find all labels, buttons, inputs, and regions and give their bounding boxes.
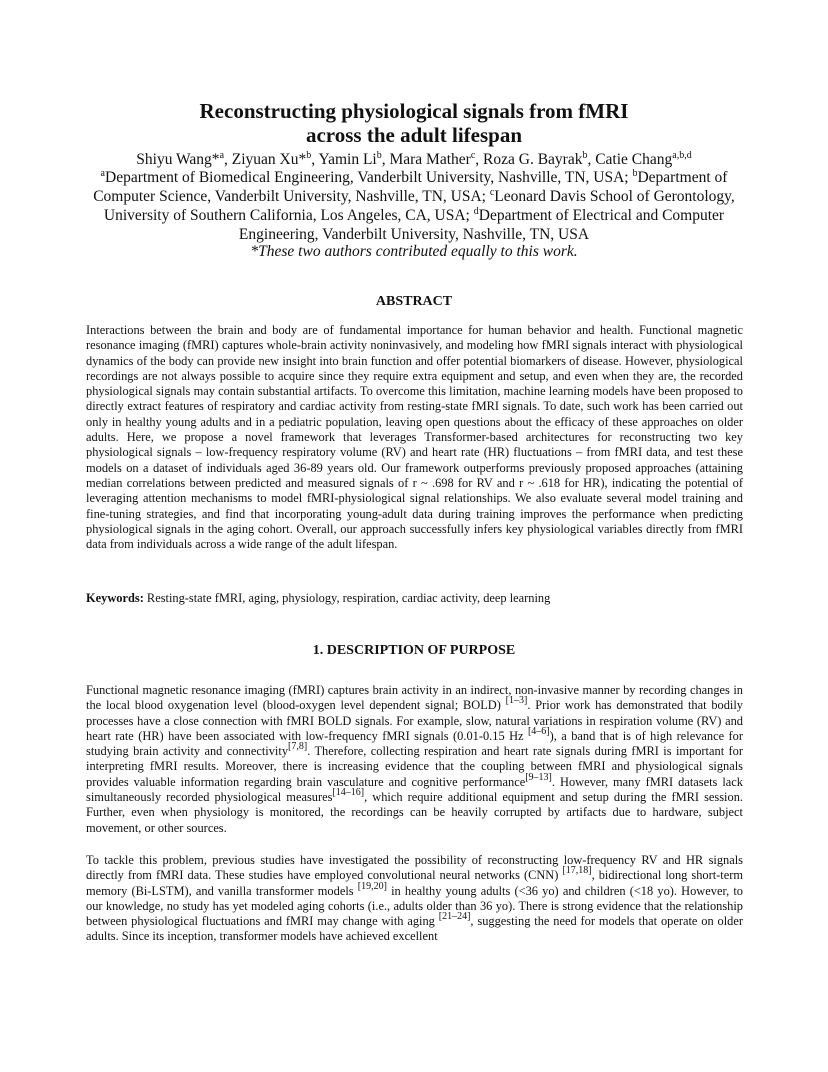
abstract-text: Interactions between the brain and body are of fundamental importance for human behavior and health. Functional magnetic resonance imaging (fMRI) captures whole-brain activity noninvasively, and modeling how fMRI signals interact with physiological dynamics of the body can provide new insight into brain function and offer potential biomarkers of disease. However, physiological recordings are not always possible to acquire since they require extra equipment and setup, and even when they are, the recorded physiological signals may contain substantial artifacts. To overcome this limitation, machine learning models have been proposed to directly extract features of respiratory and cardiac activity from resting-state fMRI signals. To date, such work has been carried out only in healthy young adults and in a pediatric population, leaving open questions about the efficacy of these approaches on older adults. Here, we propose a novel framework that leverages Transformer-based architectures for reconstructing two key physiological signals – low-frequency respiratory volume (RV) and heart rate (HR) fluctuations – from fMRI data, and test these models on a dataset of individuals aged 36-89 years old. Our framework outperforms previously proposed approaches (attaining median correlations between predicted and measured signals of r ~ .698 for RV and r ~ .618 for HR), indicating the potential of leveraging attention mechanisms to model fMRI-physiological signal relationships. We also evaluate several model training and fine-tuning strategies, and find that incorporating young-adult data during training improves the performance when predicting physiological signals in the aging cohort. Overall, our approach successfully infers key physiological variables directly from fMRI data from individuals across a wide range of the adult lifespan. <box>86 323 743 552</box>
author-name: Ziyuan Xu* <box>231 151 307 168</box>
keywords-label: Keywords: <box>86 591 144 605</box>
author-name: Shiyu Wang* <box>136 151 220 168</box>
author-affiliation-mark: b <box>582 150 588 161</box>
author-name: Roza G. Bayrak <box>483 151 583 168</box>
affiliation-text: Department of Biomedical Engineering, Vanderbilt University, Nashville, TN, USA; <box>105 169 633 186</box>
author-list: Shiyu Wang*$^a$, Ziyuan Xu*$^b$, Yamin Li$^b$, Mara Mather$^c$, Roza G. Bayrak$^b$, Catie Chang$^{a,b,d}$ <box>136 150 692 168</box>
section-1-paragraph-2 <box>86 853 743 945</box>
affiliation-mark: b <box>632 168 638 179</box>
equal-contribution-note: *These two authors contributed equally to this work. <box>250 243 578 260</box>
author-name: Catie Chang <box>595 151 673 168</box>
citation-mark: [21–24] <box>438 911 471 923</box>
paragraph-text: . Therefore, collecting respiration and heart rate signals during fMRI is important for interpreting fMRI results. Moreover, there is increasing evidence that the coupling between fMRI and physiological signals provides valuable information regarding brain vasculature and cognitive performance <box>86 744 743 789</box>
affiliation-text: Department of Electrical and Computer Engineering, Vanderbilt University, Nashville, TN, USA <box>238 207 725 243</box>
citation-mark: [1–3] <box>505 695 528 707</box>
paper-title-line-1: Reconstructing physiological signals from fMRI <box>199 99 629 123</box>
author-name: Mara Mather <box>389 151 471 168</box>
affiliation-mark: a <box>100 168 105 179</box>
paragraph-text: , suggesting the need for models that operate on older adults. Since its inception, transformer models have achieved excellent <box>86 914 743 944</box>
author-affiliation-mark: b <box>306 150 312 161</box>
paper-title-line-2: across the adult lifespan <box>305 123 523 147</box>
paragraph-text: in healthy young adults (<36 yo) and children (<18 yo). However, to our knowledge, no study has yet modeled aging cohorts (i.e., adults older than 36 yo). There is strong evidence that the relationship between physiological fluctuations and fMRI may change with aging <box>86 883 743 929</box>
citation-mark: [4–6] <box>527 725 550 737</box>
citation-mark: [14–16] <box>332 787 365 799</box>
section-1-heading: 1. DESCRIPTION OF PURPOSE <box>312 643 516 658</box>
paragraph-text: , bidirectional long short-term memory (Bi-LSTM), and vanilla transformer models <box>86 868 743 898</box>
paragraph-text: To tackle this problem, previous studies have investigated the possibility of reconstructing low-frequency RV and HR signals directly from fMRI data. These studies have employed convolutional neural networks (CNN) <box>86 853 743 883</box>
author-name: Yamin Li <box>318 151 377 168</box>
affiliation-text: Leonard Davis School of Gerontology, University of Southern California, Los Angeles, CA, USA; <box>103 188 735 224</box>
paragraph-text: , which require additional equipment and setup during the fMRI session. Further, even when physiology is monitored, the recordings can be heavily corrupted by artifacts due to hardware, subject movement, or other sources. <box>86 790 743 835</box>
affiliation-mark: d <box>473 206 479 217</box>
citation-mark: [17,18] <box>562 865 592 877</box>
citation-mark: [7,8] <box>288 741 308 753</box>
paragraph-text: Functional magnetic resonance imaging (fMRI) captures brain activity in an indirect, non-invasive manner by recording changes in the local blood oxygenation level (blood-oxygen level dependent signal; BOLD) <box>86 683 743 713</box>
citation-mark: [19,20] <box>357 880 387 892</box>
affiliation-mark: c <box>489 187 495 198</box>
keywords <box>86 591 743 606</box>
affiliation-text: Department of Computer Science, Vanderbilt University, Nashville, TN, USA; <box>93 169 728 205</box>
author-affiliation-mark: c <box>470 150 476 161</box>
affiliations <box>80 168 748 244</box>
paragraph-text: . However, many fMRI datasets lack simultaneously recorded physiological measures <box>86 774 743 805</box>
abstract-heading: ABSTRACT <box>375 294 453 309</box>
author-affiliation-mark: b <box>376 150 382 161</box>
keywords-text: Resting-state fMRI, aging, physiology, respiration, cardiac activity, deep learning <box>143 591 551 605</box>
citation-mark: [9–13] <box>525 771 552 783</box>
paragraph-text: . Prior work has demonstrated that bodily processes have a close connection with fMRI BOLD signals. For example, slow, natural variations in respiration volume (RV) and heart rate (HR) have been associated with low-frequency fMRI signals (0.01-0.15 Hz <box>86 698 744 743</box>
section-1-paragraph-1 <box>86 683 743 836</box>
paragraph-text: ), a band that is of high relevance for studying brain activity and connectivity <box>86 728 743 759</box>
author-affiliation-mark: a <box>219 150 225 161</box>
author-affiliation-mark: a,b,d <box>672 150 692 161</box>
